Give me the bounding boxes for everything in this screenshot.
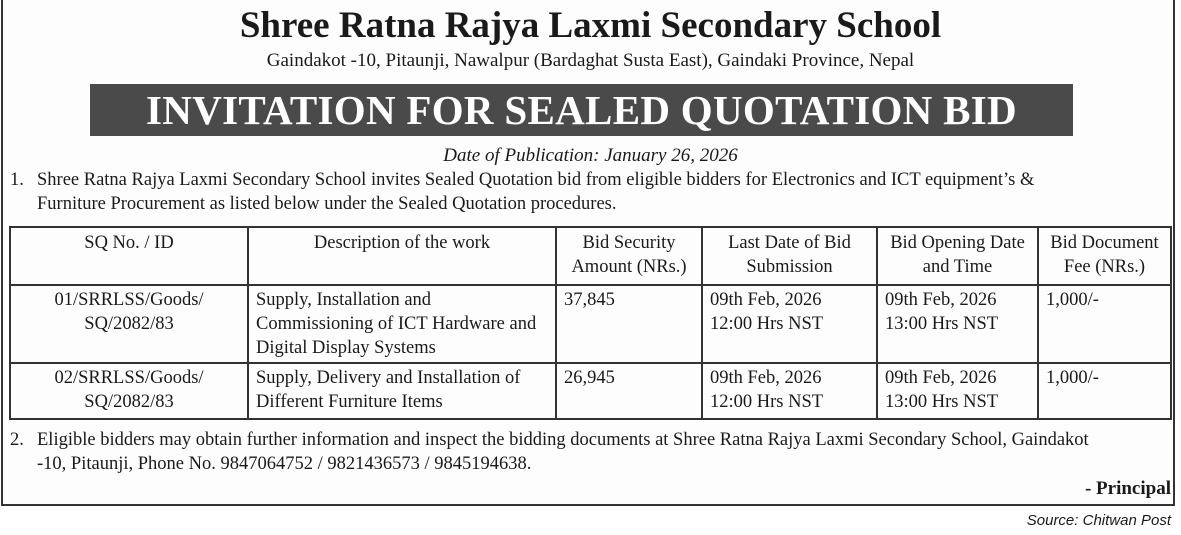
open-date: 09th Feb, 2026 [885,290,997,310]
notice-banner: INVITATION FOR SEALED QUOTATION BID [90,84,1073,136]
paragraph-line: -10, Pitaunji, Phone No. 9847064752 / 9821436573 / 9845194638. [37,454,532,474]
paragraph-2 [10,428,1170,476]
opening [877,285,1038,363]
document-fee: 1,000/- [1038,363,1171,419]
paragraph-line: Eligible bidders may obtain further information and inspect the bidding documents at Shree Ratna Rajya Laxmi Secondary School, Gaindakot [37,430,1089,450]
source-credit: Source: Chitwan Post [1026,512,1171,529]
open-date: 09th Feb, 2026 [885,368,997,388]
column-header: Bid Opening Date and Time [877,227,1038,285]
last-submission [702,363,877,419]
work-description: Supply, Installation and Commissioning of ICT Hardware and Digital Display Systems [248,285,556,363]
last-time: 12:00 Hrs NST [710,392,824,412]
column-header: Bid Security Amount (NRs.) [556,227,702,285]
signature: - Principal [1084,478,1171,499]
open-time: 13:00 Hrs NST [885,314,999,334]
paragraph-1 [10,168,1170,216]
opening [877,363,1038,419]
bid-security: 26,945 [556,363,702,419]
last-submission [702,285,877,363]
column-header: Description of the work [248,227,556,285]
bid-security: 37,845 [556,285,702,363]
work-description: Supply, Delivery and Installation of Different Furniture Items [248,363,556,419]
last-date: 09th Feb, 2026 [710,368,822,388]
sq-id: 02/SRRLSS/Goods/ SQ/2082/83 [10,363,248,419]
column-header: Last Date of Bid Submission [702,227,877,285]
open-time: 13:00 Hrs NST [885,392,999,412]
school-address: Gaindakot -10, Pitaunji, Nawalpur (Bardaghat Susta East), Gaindaki Province, Nepal [266,50,915,71]
sq-id: 01/SRRLSS/Goods/ SQ/2082/83 [10,285,248,363]
bid-table [9,226,1172,420]
paragraph-number: 2. [10,430,24,450]
last-date: 09th Feb, 2026 [710,290,822,310]
paragraph-number: 1. [10,170,24,190]
table-row [10,285,1171,363]
school-name: Shree Ratna Rajya Laxmi Secondary School [239,5,942,46]
table-header-row [10,227,1171,285]
paragraph-line: Furniture Procurement as listed below under the Sealed Quotation procedures. [37,194,617,214]
column-header: SQ No. / ID [10,227,248,285]
column-header: Bid Document Fee (NRs.) [1038,227,1171,285]
paragraph-line: Shree Ratna Rajya Laxmi Secondary School invites Sealed Quotation bid from eligible bidders for Electronics and ICT equipment’s & [37,170,1035,190]
table-row [10,363,1171,419]
last-time: 12:00 Hrs NST [710,314,824,334]
document-fee: 1,000/- [1038,285,1171,363]
publication-date: Date of Publication: January 26, 2026 [443,145,738,166]
